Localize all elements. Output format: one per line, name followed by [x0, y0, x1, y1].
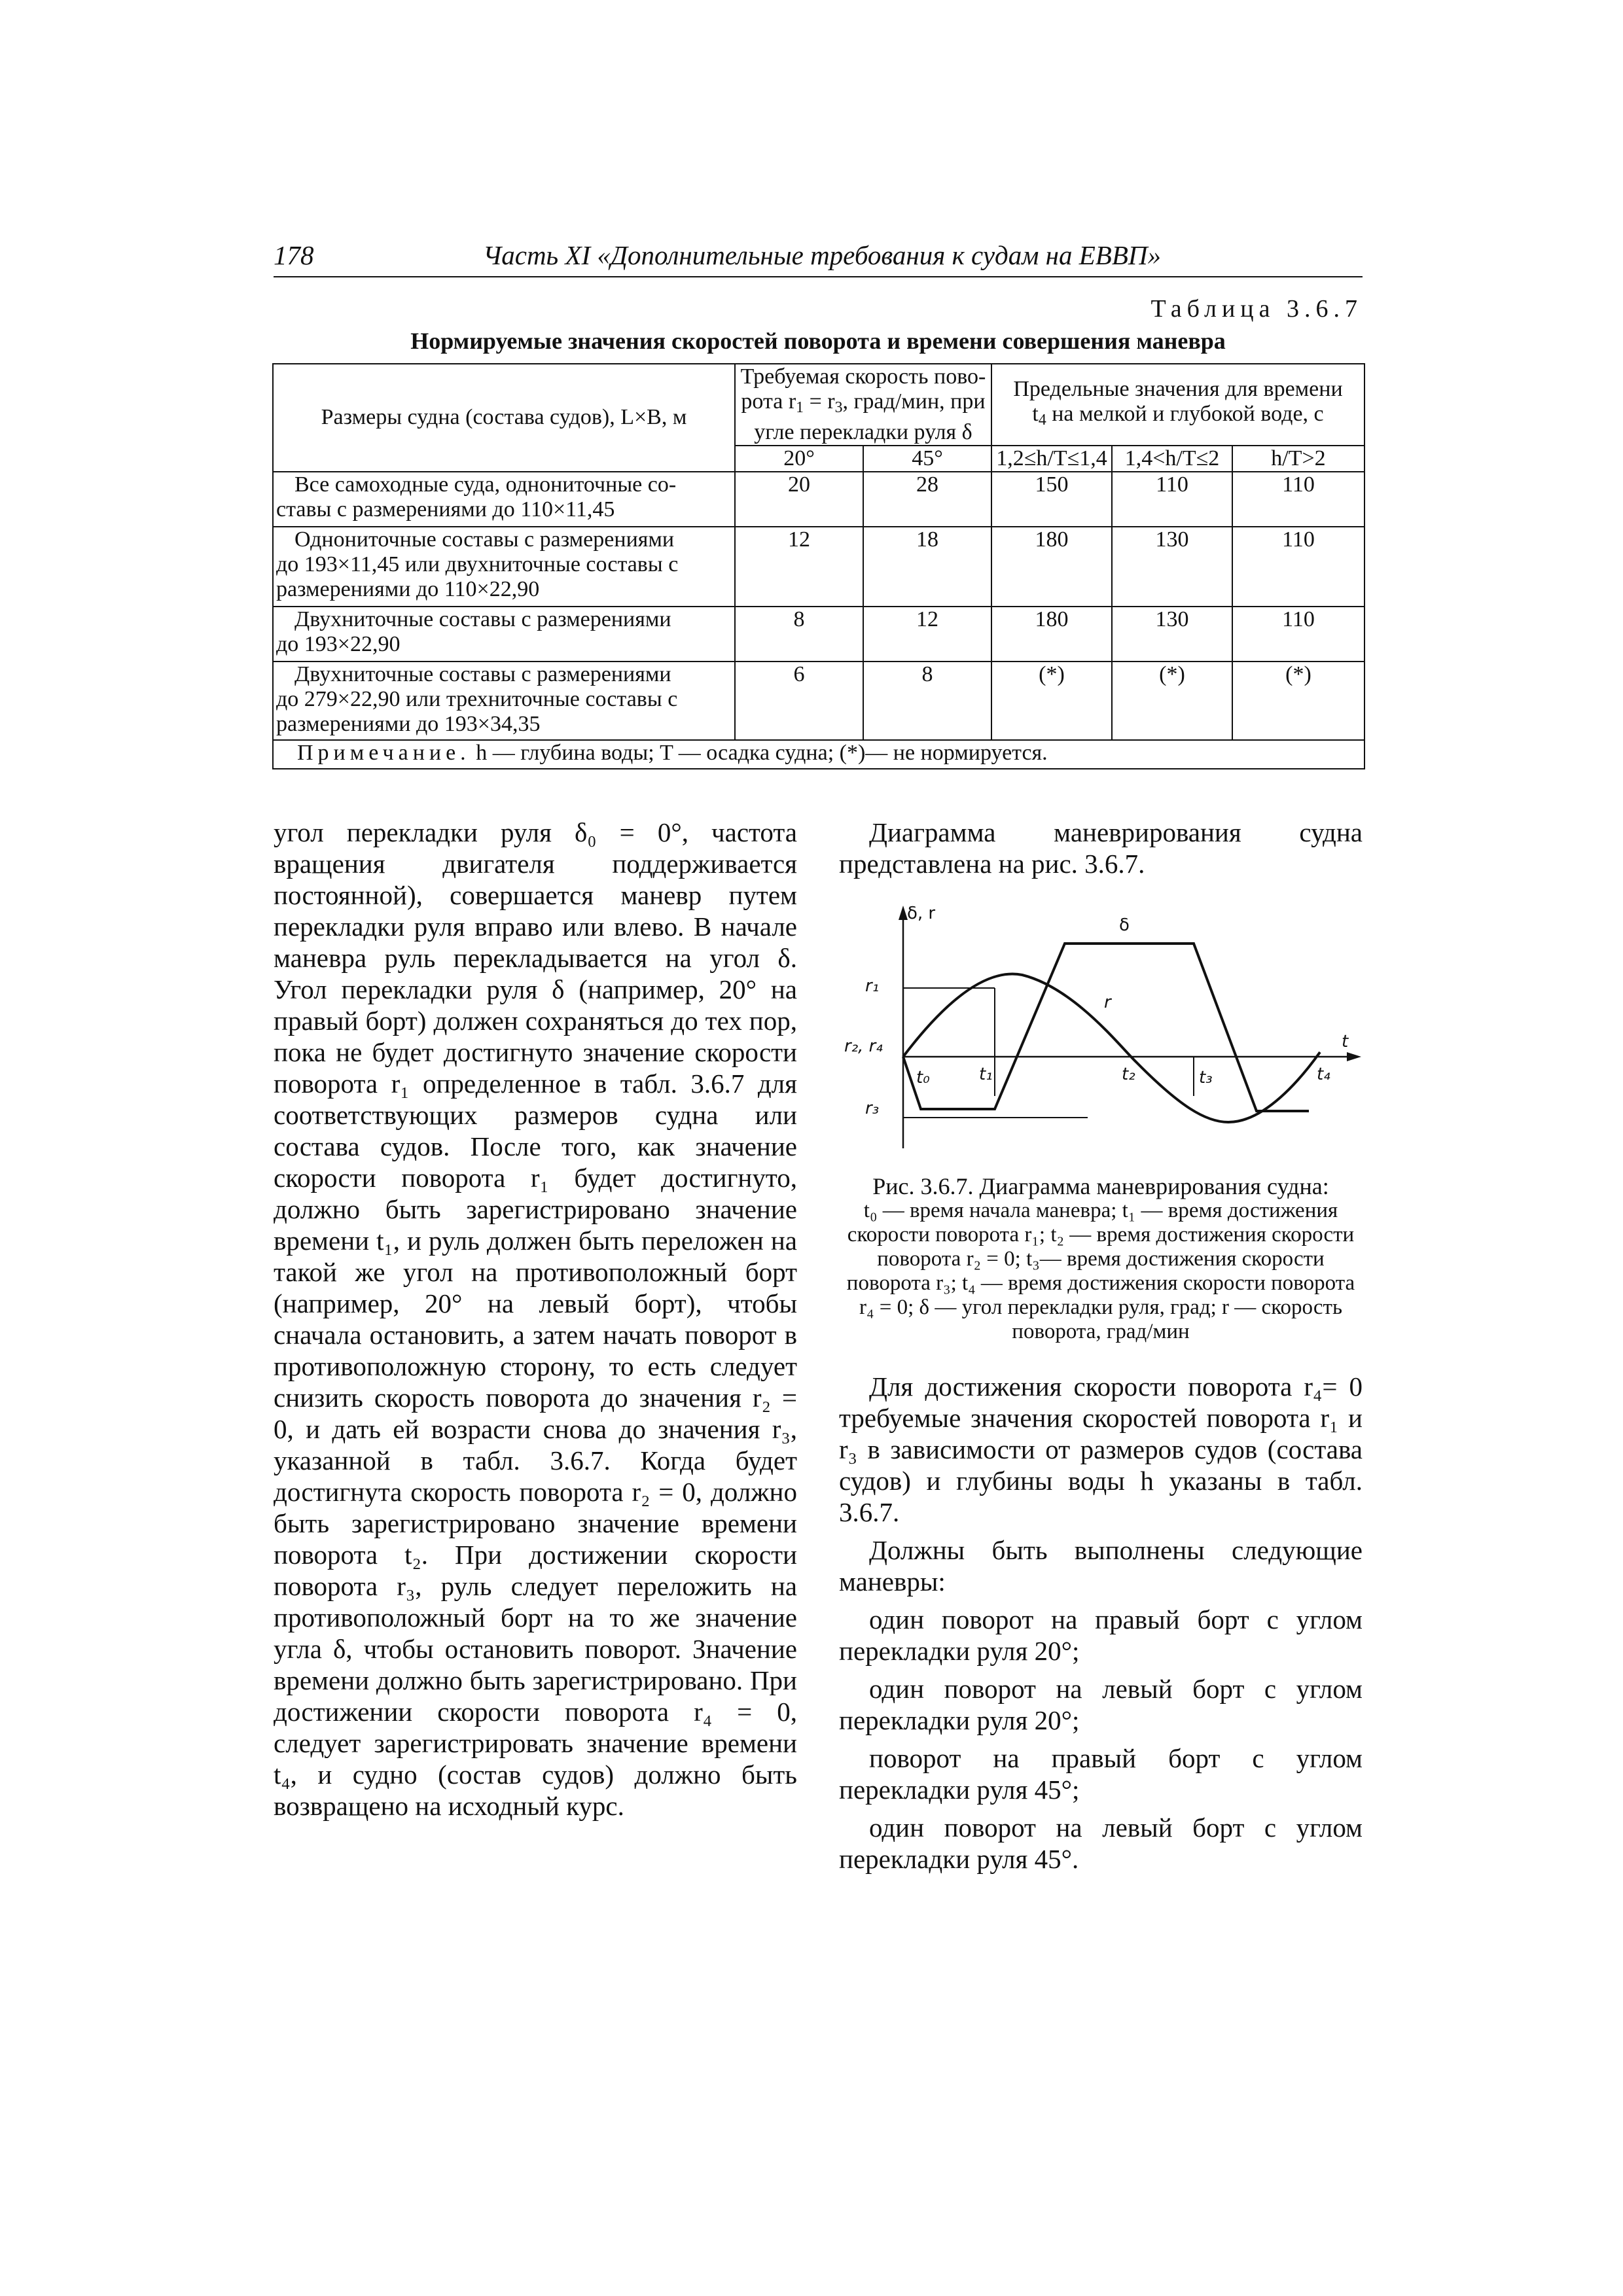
- maneuver-diagram: [839, 896, 1363, 1158]
- list-item: один поворот на правый борт с углом перекладки руля 20°;: [839, 1604, 1363, 1666]
- label-t1: t₁: [979, 1065, 993, 1084]
- label-t2: t₂: [1122, 1065, 1135, 1084]
- table-row: Однониточные составы с размерениями до 193×11,45 или двухниточные составы с размерениями до 110×22,90 12 18 180 130 110: [273, 527, 1364, 607]
- header-size: Размеры судна (состава судов), L×B, м: [273, 364, 735, 472]
- paragraph: Диаграмма маневрирования судна представлена на рис. 3.6.7.: [839, 817, 1363, 879]
- list-item: один поворот на левый борт с углом перекладки руля 45°.: [839, 1812, 1363, 1874]
- table-row: Все самоходные суда, однониточные со- ставы с размерениями до 110×11,45 20 28 150 110 110: [273, 472, 1364, 527]
- figure-caption-body: t₀ — время начала маневра; t₁ — время достижения скорости поворота r₁; t₂ — время достижения скорости поворота r₂ = 0; t₃— время достижения скорости поворота r₃; t₄ — время достижения скорости поворота r₄ = 0; δ — угол перекладки руля, град; r — скорость поворота, град/мин: [846, 1199, 1355, 1343]
- axis-label-delta-r: δ, r: [907, 904, 936, 923]
- table-row: Двухниточные составы с размерениями до 193×22,90 8 12 180 130 110: [273, 607, 1364, 662]
- t-axis-arrow: [1347, 1052, 1361, 1061]
- left-column: [274, 817, 797, 1828]
- subheader-h2: 1,4<h/T≤2: [1112, 446, 1232, 472]
- table-row: Двухниточные составы с размерениями до 279×22,90 или трехниточные составы с размерениями до 193×34,35 6 8 (*) (*) (*): [273, 662, 1364, 740]
- paragraph: Должны быть выполнены следующие маневры:: [839, 1535, 1363, 1597]
- figure-caption-head: Рис. 3.6.7. Диаграмма маневрирования судна:: [872, 1173, 1329, 1199]
- label-delta: δ: [1119, 915, 1130, 935]
- table-caption: Нормируемые значения скоростей поворота и времени совершения маневра: [410, 328, 1226, 354]
- table-note: Примечание. h — глубина воды; T — осадка судна; (*)— не нормируется.: [273, 740, 1364, 769]
- subheader-h1: 1,2≤h/T≤1,4: [991, 446, 1112, 472]
- header-speed: Требуемая скорость пово- рота $r_1 = r_3$, град/мин, при угле перекладки руля δ: [735, 364, 991, 446]
- list-item: поворот на правый борт с углом перекладки руля 45°;: [839, 1743, 1363, 1805]
- label-r3: r₃: [865, 1099, 880, 1118]
- label-r: r: [1104, 993, 1111, 1012]
- delta-curve: [903, 944, 1309, 1111]
- list-item: один поворот на левый борт с углом перекладки руля 20°;: [839, 1674, 1363, 1735]
- right-intro: [839, 817, 1363, 886]
- label-r2-r4: r₂, r₄: [844, 1036, 883, 1056]
- subheader-45: 45°: [863, 446, 991, 472]
- label-t4: t₄: [1317, 1065, 1330, 1084]
- label-t0: t₀: [916, 1068, 930, 1087]
- running-header: [274, 237, 1363, 277]
- header-time: Предельные значения для времени $t_4$ на мелкой и глубокой воде, с: [991, 364, 1364, 446]
- norm-table: [272, 363, 1365, 769]
- label-r1: r₁: [865, 976, 880, 996]
- subheader-h3: h/T>2: [1232, 446, 1364, 472]
- label-t3: t₃: [1199, 1068, 1213, 1087]
- figure-caption: [839, 1174, 1363, 1344]
- y-axis-arrow: [899, 906, 908, 920]
- paragraph: угол перекладки руля δ₀ = 0°, частота вращения двигателя поддерживается постоянной), совершается маневр путем перекладки руля вправо или влево. В начале маневра руль перекладывается на угол δ. Угол перекладки руля δ (например, 20° на правый борт) должен сохраняться до тех пор, пока не будет достигнуто значение скорости поворота r₁ определенное в табл. 3.6.7 для соответствующих размеров судна или состава судов. После того, как значение скорости поворота r₁ будет достигнуто, должно быть зарегистрировано значение времени t₁, и руль должен быть переложен на такой же угол на противоположный борт (например, 20° на левый борт), чтобы сначала остановить, а затем начать поворот в противоположную сторону, то есть следует снизить скорость поворота до значения r₂ = 0, и дать ей возрасти снова до значения r₃, указанной в табл. 3.6.7. Когда будет достигнута скорость поворота r₂ = 0, должно быть зарегистрировано значение времени поворота t₂. При достижении скорости поворота r₃, руль следует переложить на противоположный борт на то же значение угла δ, чтобы остановить поворот. Значение времени должно быть зарегистрировано. При достижении скорости поворота r₄ = 0, следует зарегистрировать значение времени t₄, и судно (состав судов) должно быть возвращено на исходный курс.: [274, 817, 797, 1821]
- axis-label-t: t: [1342, 1032, 1349, 1051]
- running-title: Часть XI «Дополнительные требования к судам на ЕВВП»: [483, 240, 1161, 270]
- subheader-20: 20°: [735, 446, 863, 472]
- paragraph: Для достижения скорости поворота r₄= 0 требуемые значения скоростей поворота r₁ и r₃ в зависимости от размеров судов (состава судов) и глубины воды h указаны в табл. 3.6.7.: [839, 1371, 1363, 1527]
- right-column: [839, 1371, 1363, 1881]
- table-label: Таблица 3.6.7: [1150, 295, 1363, 323]
- r-curve: [903, 974, 1320, 1122]
- table-note-row: [273, 740, 1364, 769]
- page-number: 178: [274, 240, 314, 270]
